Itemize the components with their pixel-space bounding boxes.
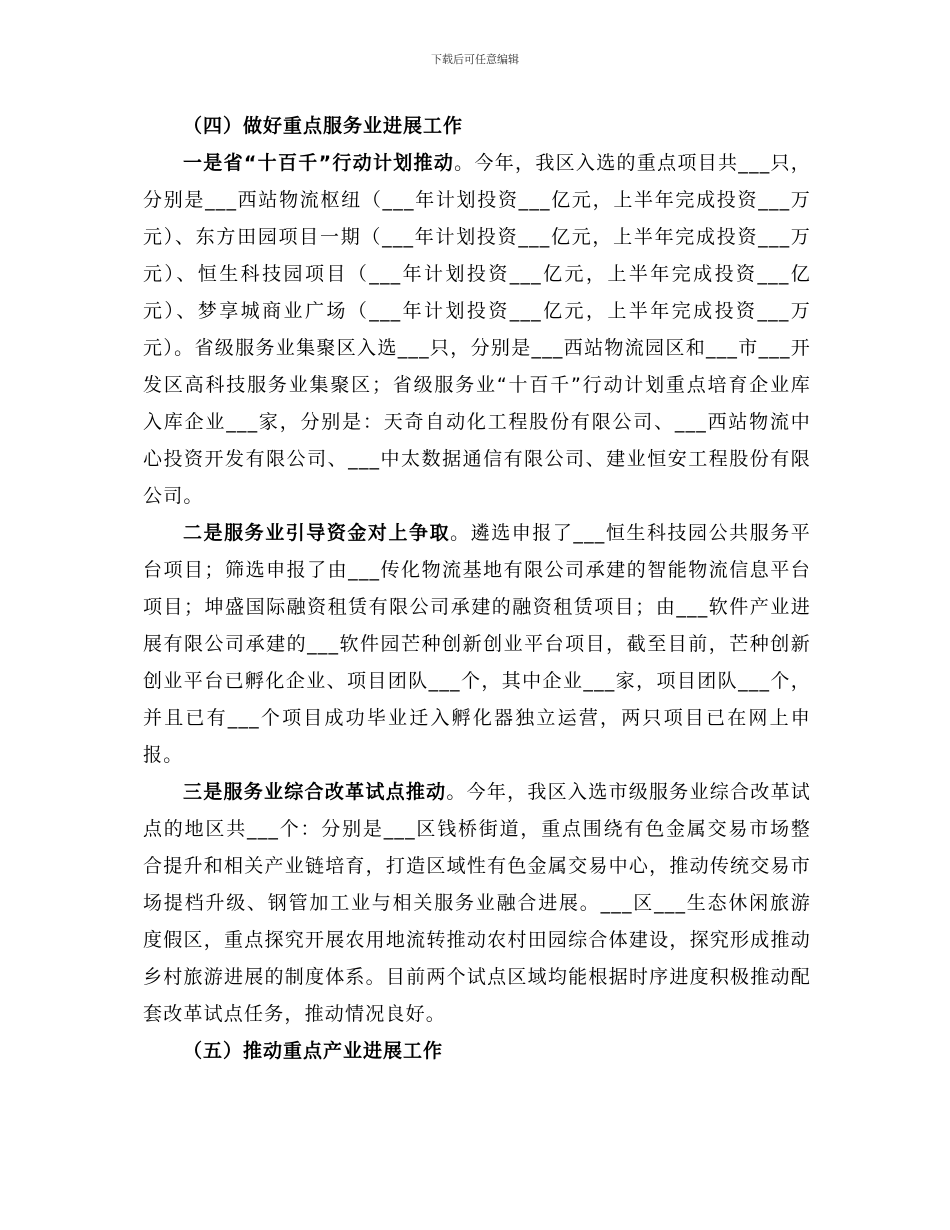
- document-body: [143, 108, 811, 1070]
- paragraph: [143, 515, 811, 774]
- paragraph-body: 。遴选申报了___恒生科技园公共服务平台项目；筛选申报了由___传化物流基地有限公司承建的智能物流信息平台项目；坤盛国际融资租赁有限公司承建的融资租赁项目；由___软件产业进展有限公司承建的___软件园芒种创新创业平台项目，截至目前，芒种创新创业平台已孵化企业、项目团队___个，其中企业___家，项目团队___个，并且已有___个项目成功毕业迁入孵化器独立运营，两只项目已在网上申报。: [143, 522, 811, 766]
- paragraph: [143, 774, 811, 1033]
- paragraph-lead: 三是服务业综合改革试点推动: [183, 781, 447, 803]
- paragraph-body: 。今年，我区入选市级服务业综合改革试点的地区共___个：分别是___区钱桥街道，重点围绕有色金属交易市场整合提升和相关产业链培育，打造区域性有色金属交易中心，推动传统交易市场提档升级、钢管加工业与相关服务业融合进展。___区___生态休闲旅游度假区，重点探究开展农用地流转推动农村田园综合体建设，探究形成推动乡村旅游进展的制度体系。目前两个试点区域均能根据时序进度积极推动配套改革试点任务，推动情况良好。: [143, 781, 811, 1025]
- section-heading: （五）推动重点产业进展工作: [183, 1040, 444, 1062]
- paragraph-lead: 二是服务业引导资金对上争取: [183, 522, 451, 544]
- page-header: 下载后可任意编辑: [431, 53, 519, 66]
- paragraph-lead: 一是省“十百千”行动计划推动: [183, 152, 455, 174]
- paragraph-body: 。今年，我区入选的重点项目共___只，分别是___西站物流枢纽（___年计划投资___亿元，上半年完成投资___万元）、东方田园项目一期（___年计划投资___亿元，上半年完成投资___万元）、恒生科技园项目（___年计划投资___亿元，上半年完成投资___亿元）、梦享城商业广场（___年计划投资___亿元，上半年完成投资___万元）。省级服务业集聚区入选___只，分别是___西站物流园区和___市___开发区高科技服务业集聚区；省级服务业“十百千”行动计划重点培育企业库入库企业___家，分别是：天奇自动化工程股份有限公司、___西站物流中心投资开发有限公司、___中太数据通信有限公司、建业恒安工程股份有限公司。: [143, 152, 811, 507]
- section-heading: （四）做好重点服务业进展工作: [183, 115, 464, 137]
- paragraph: [143, 145, 811, 515]
